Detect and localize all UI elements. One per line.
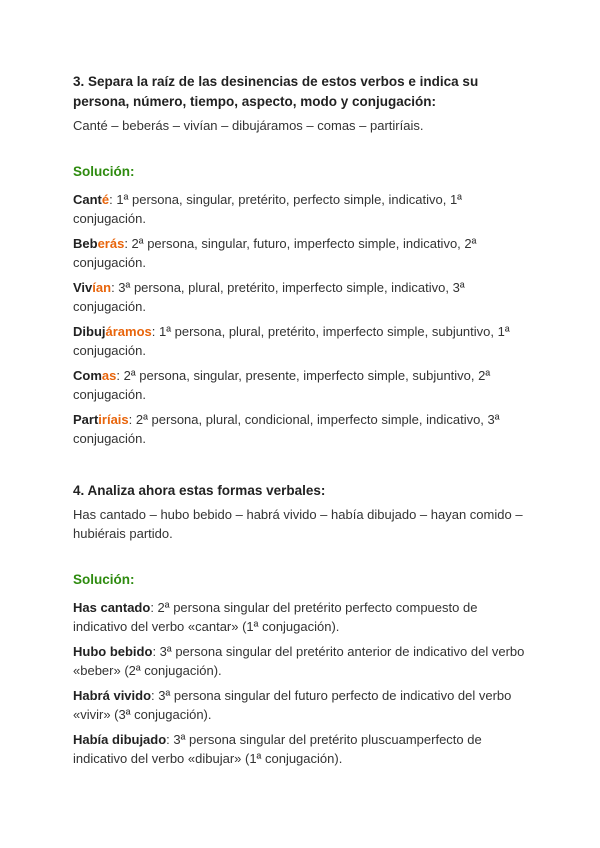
entry-description: : 2ª persona, singular, presente, imperfecto simple, subjuntivo, 2ª conjugación. <box>73 368 491 402</box>
verb-ending: ían <box>92 280 112 295</box>
solution-entry <box>73 410 533 448</box>
verb-ending: áramos <box>105 324 152 339</box>
solution-entry <box>73 686 533 724</box>
verb-root: Com <box>73 368 102 383</box>
solution-entry <box>73 598 533 636</box>
entry-description: : 2ª persona, singular, futuro, imperfecto simple, indicativo, 2ª conjugación. <box>73 236 477 270</box>
document-page <box>73 72 533 774</box>
exercise-4-title: 4. Analiza ahora estas formas verbales: <box>73 483 326 498</box>
exercise-3-verbs: Canté – beberás – vivían – dibujáramos – comas – partiríais. <box>73 118 424 133</box>
exercise-3-title: 3. Separa la raíz de las desinencias de estos verbos e indica su persona, número, tiempo, aspecto, modo y conjugación: <box>73 74 479 109</box>
verb-ending: erás <box>97 236 125 251</box>
entry-description: : 3ª persona singular del pretérito pluscuamperfecto de indicativo del verbo «dibujar» (1ª conjugación). <box>73 732 482 766</box>
verb-form: Hubo bebido <box>73 644 153 659</box>
verb-ending: é <box>101 192 110 207</box>
verb-form: Había dibujado <box>73 732 167 747</box>
entry-description: : 1ª persona, plural, pretérito, imperfecto simple, subjuntivo, 1ª conjugación. <box>73 324 510 358</box>
verb-root: Beb <box>73 236 98 251</box>
entry-description: : 2ª persona singular del pretérito perfecto compuesto de indicativo del verbo «cantar» (1ª conjugación). <box>73 600 478 634</box>
exercise-4-solution-label: Solución: <box>73 572 135 587</box>
solution-entry <box>73 366 533 404</box>
solution-entry <box>73 278 533 316</box>
verb-ending: as <box>101 368 117 383</box>
entry-description: : 3ª persona singular del futuro perfecto de indicativo del verbo «vivir» (3ª conjugación). <box>73 688 512 722</box>
solution-entry <box>73 234 533 272</box>
verb-root: Part <box>73 412 99 427</box>
verb-root: Viv <box>73 280 93 295</box>
verb-root: Dibuj <box>73 324 106 339</box>
entry-description: : 2ª persona, plural, condicional, imperfecto simple, indicativo, 3ª conjugación. <box>73 412 500 446</box>
verb-form: Habrá vivido <box>73 688 152 703</box>
entry-description: : 3ª persona singular del pretérito anterior de indicativo del verbo «beber» (2ª conjugación). <box>73 644 525 678</box>
solution-entry <box>73 322 533 360</box>
solution-entry <box>73 190 533 228</box>
verb-ending: iríais <box>98 412 129 427</box>
exercise-3-solution-label: Solución: <box>73 164 135 179</box>
entry-description: : 3ª persona, plural, pretérito, imperfecto simple, indicativo, 3ª conjugación. <box>73 280 465 314</box>
verb-form: Has cantado <box>73 600 151 615</box>
solution-entry <box>73 730 533 768</box>
solution-entry <box>73 642 533 680</box>
entry-description: : 1ª persona, singular, pretérito, perfecto simple, indicativo, 1ª conjugación. <box>73 192 462 226</box>
exercise-4-forms: Has cantado – hubo bebido – habrá vivido – había dibujado – hayan comido – hubiérais partido. <box>73 507 523 541</box>
verb-root: Cant <box>73 192 102 207</box>
